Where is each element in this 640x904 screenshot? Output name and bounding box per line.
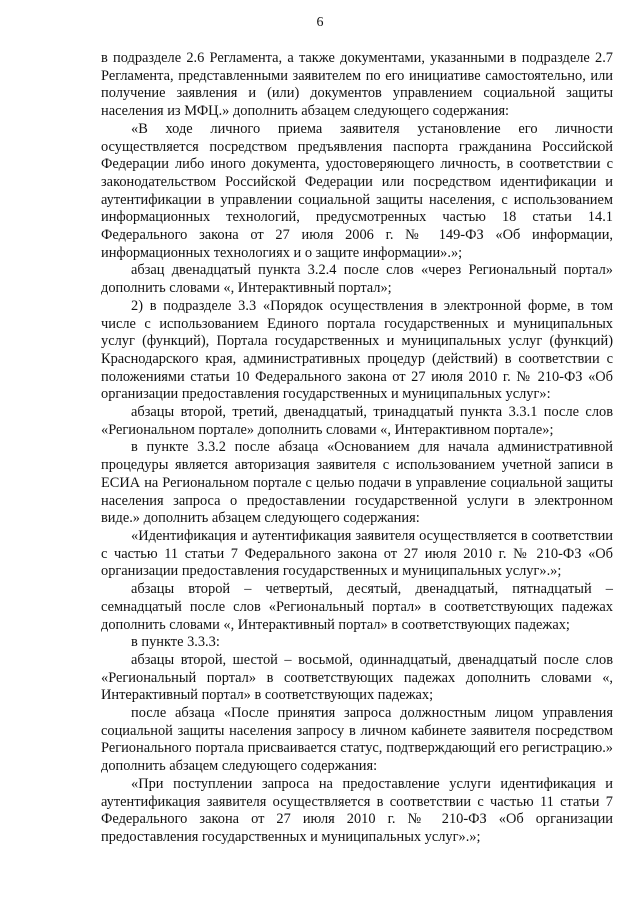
paragraph: «При поступлении запроса на предоставление услуги идентификация и аутентификация заявителя осуществляется в соответствии с частью 11 статьи 7 Федерального закона от 27 июля 2010 г. № 210-ФЗ «Об организации предоставления государственных и муниципальных услуг».»; <box>101 775 613 845</box>
paragraph: в пункте 3.3.2 после абзаца «Основанием для начала административной процедуры является авторизация заявителя с использованием учетной записи в ЕСИА на Региональном портале с целью подачи в управление социальной защиты населения запроса о предоставлении государственной услуги в электронном виде.» дополнить абзацем следующего содержания: <box>101 439 613 527</box>
paragraph: абзацы второй, третий, двенадцатый, тринадцатый пункта 3.3.1 после слов «Региональном портале» дополнить словами «, Интерактивном портале»; <box>101 404 613 438</box>
paragraph: в пункте 3.3.3: <box>131 634 220 651</box>
paragraph: «Идентификация и аутентификация заявителя осуществляется в соответствии с частью 11 статьи 7 Федерального закона от 27 июля 2010 г. № 210-ФЗ «Об организации предоставления государственных и муниципальных услуг».»; <box>101 527 613 580</box>
paragraph: в подразделе 2.6 Регламента, а также документами, указанными в подразделе 2.7 Регламента, представленными заявителем по его инициативе самостоятельно, или получение заявления и (или) документов управлением социальной защиты населения из МФЦ.» дополнить абзацем следующего содержания: <box>101 50 613 120</box>
paragraph: «В ходе личного приема заявителя установление его личности осуществляется посредством предъявления паспорта гражданина Российской Федерации либо иного документа, удостоверяющего личность, в соответствии с законодательством Российской Федерации или посредством идентификации и аутентификации в управлении социальной защиты населения, с использованием информационных технологий, предусмотренных частью 18 статьи 14.1 Федерального закона от 27 июля 2006 г. № 149-ФЗ «Об информации, информационных технологиях и о защите информации».»; <box>101 120 613 261</box>
paragraph: абзацы второй – четвертый, десятый, двенадцатый, пятнадцатый – семнадцатый после слов «Региональный портал» в соответствующих падежах дополнить словами «, Интерактивный портал» в соответствующих падежах; <box>101 581 613 633</box>
paragraph: абзацы второй, шестой – восьмой, одиннадцатый, двенадцатый после слов «Региональный портал» в соответствующих падежах дополнить словами «, Интерактивный портал» в соответствующих падежах; <box>101 651 613 704</box>
page-number: 6 <box>316 15 324 30</box>
document-body <box>101 50 613 847</box>
paragraph: 2) в подразделе 3.3 «Порядок осуществления в электронной форме, в том числе с использованием Единого портала государственных и муниципальных услуг (функций), Портала государственных и муниципальных услуг (функций) Краснодарского края, административных процедур (действий) в соответствии с положениями статьи 10 Федерального закона от 27 июля 2010 г. № 210-ФЗ «Об организации предоставления государственных и муниципальных услуг»: <box>101 297 613 403</box>
paragraph: после абзаца «После принятия запроса должностным лицом управления социальной защиты населения запросу в личном кабинете заявителя посредством Регионального портала присваивается статус, подтверждающий его регистрацию.» дополнить абзацем следующего содержания: <box>101 705 613 775</box>
paragraph: абзац двенадцатый пункта 3.2.4 после слов «через Региональный портал» дополнить словами «, Интерактивный портал»; <box>101 262 613 297</box>
